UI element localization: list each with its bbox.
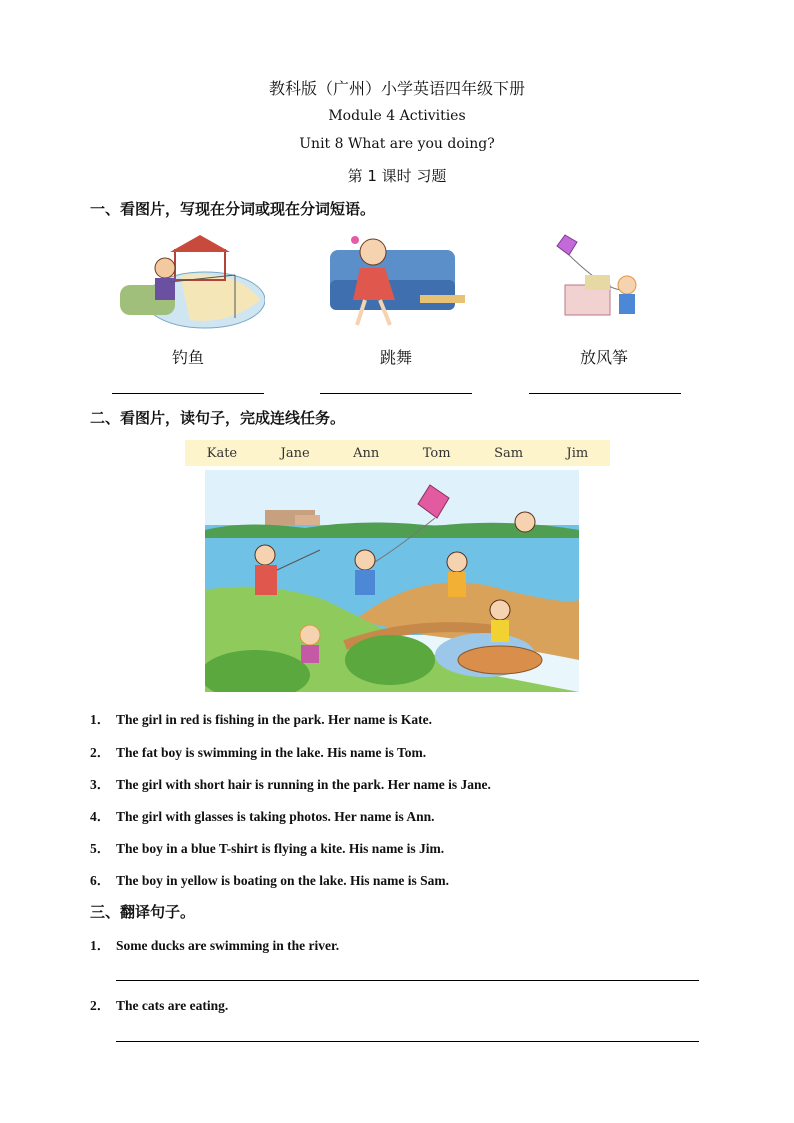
park-scene-picture [205,470,579,692]
translate-sentence-2: 2． The cats are eating. [90,998,229,1013]
dancing-picture [325,230,470,335]
name-jane[interactable]: Jane [280,445,310,461]
kite-picture [545,230,665,335]
answer-blank-1[interactable] [112,393,264,394]
sentence-4: 4． The girl with glasses is taking photos. Her name is Ann. [90,809,435,824]
sentence-6: 6． The boy in yellow is boating on the lake. His name is Sam. [90,873,450,888]
sentence-1: 1． The girl in red is fishing in the park. Her name is Kate. [90,712,433,727]
lesson-title: 第 1 课时 习题 [347,167,447,185]
label-flying-kite: 放风筝 [579,348,628,367]
translate-blank-2[interactable] [116,1041,699,1042]
section1-heading: 一、看图片，写现在分词或现在分词短语。 [90,200,376,218]
translate-sentence-1: 1． Some ducks are swimming in the river. [90,938,340,953]
sentence-5: 5． The boy in a blue T-shirt is flying a kite. His name is Jim. [90,841,445,856]
answer-blank-3[interactable] [529,393,681,394]
sentence-3: 3． The girl with short hair is running in the park. Her name is Jane. [90,777,491,792]
translate-blank-1[interactable] [116,980,699,981]
section3-heading: 三、翻译句子。 [90,903,196,921]
sentence-2: 2． The fat boy is swimming in the lake. His name is Tom. [90,745,427,760]
name-jim[interactable]: Jim [566,445,589,461]
module-title: Module 4 Activities [328,108,466,124]
fishing-picture [110,230,265,330]
name-tom[interactable]: Tom [422,445,451,461]
name-sam[interactable]: Sam [494,445,524,461]
name-kate[interactable]: Kate [206,445,238,461]
section2-heading: 二、看图片，读句子，完成连线任务。 [90,409,346,427]
unit-title: Unit 8 What are you doing? [299,136,495,152]
label-fishing: 钓鱼 [171,348,204,367]
answer-blank-2[interactable] [320,393,472,394]
name-ann[interactable]: Ann [353,445,380,461]
names-bar [185,440,610,466]
label-dancing: 跳舞 [379,348,412,367]
worksheet-title: 教科版（广州）小学英语四年级下册 [268,79,525,98]
